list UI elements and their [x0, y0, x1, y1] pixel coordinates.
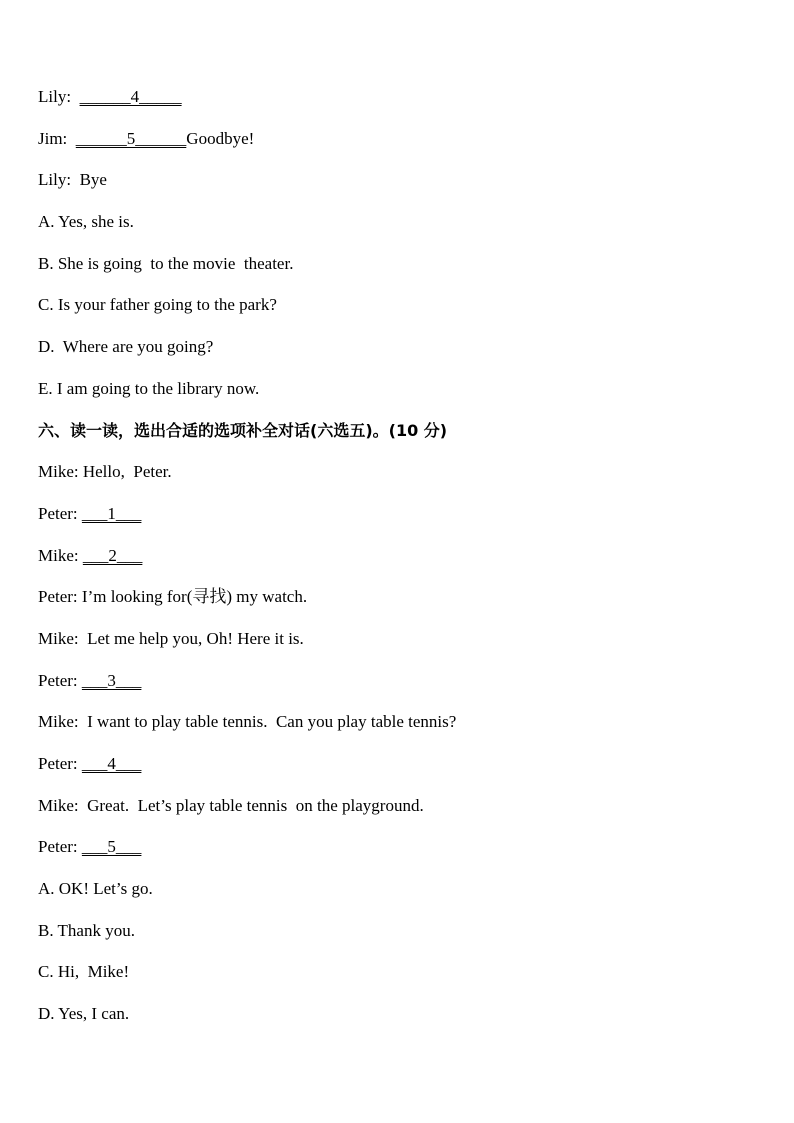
answer-blank-2[interactable]: ___2___	[82, 545, 143, 565]
option-e: E. I am going to the library now.	[38, 378, 260, 398]
speaker-label: Peter:	[38, 670, 78, 690]
dialogue-text: Goodbye!	[186, 128, 255, 148]
dialogue-line	[38, 628, 758, 670]
dialogue-line-lily-bye	[38, 169, 758, 211]
option-c: C. Hi, Mike!	[38, 962, 130, 982]
section-heading: 六、读一读，选出合适的选项补全对话(六选五)。(10 分)	[38, 420, 448, 440]
answer-blank[interactable]: ______5______	[75, 128, 187, 148]
dialogue-line	[38, 670, 758, 712]
speaker-label: Mike:	[38, 628, 79, 648]
dialogue-text: Hello, Peter.	[78, 462, 172, 482]
dialogue-line-lily-4	[38, 86, 758, 128]
dialogue-line	[38, 795, 758, 837]
option-c: C. Is your father going to the park?	[38, 295, 277, 315]
answer-blank-5[interactable]: ___5___	[81, 837, 142, 857]
speaker-label: Lily:	[38, 87, 72, 106]
dialogue-text: Let me help you, Oh! Here it is.	[78, 628, 304, 648]
dialogue-line	[38, 545, 758, 587]
dialogue-text: Bye	[79, 170, 107, 190]
answer-blank-3[interactable]: ___3___	[81, 670, 142, 690]
option-d: D. Yes, I can.	[38, 1004, 130, 1024]
dialogue-line	[38, 836, 758, 878]
speaker-label: Peter:	[38, 837, 78, 857]
speaker-label: Peter:	[38, 754, 78, 773]
dialogue-text: I want to play table tennis. Can you play table tennis?	[78, 712, 457, 732]
dialogue-text: Great. Let’s play table tennis on the playground.	[78, 795, 424, 815]
dialogue-line	[38, 503, 758, 545]
dialogue-line	[38, 461, 758, 503]
option-b: B. She is going to the movie theater.	[38, 253, 294, 273]
speaker-label: Peter:	[38, 503, 78, 523]
answer-blank[interactable]: ______4_____	[79, 87, 182, 106]
worksheet-page	[38, 86, 758, 1045]
speaker-label: Mike:	[38, 712, 79, 732]
option-a: A. Yes, she is.	[38, 212, 134, 232]
dialogue-line	[38, 711, 758, 753]
option-b: B. Thank you.	[38, 920, 135, 940]
answer-blank-4[interactable]: ___4___	[81, 754, 142, 773]
speaker-label: Lily:	[38, 170, 72, 190]
speaker-label: Mike:	[38, 462, 79, 482]
answer-blank-1[interactable]: ___1___	[81, 503, 142, 523]
speaker-label: Jim:	[38, 128, 68, 148]
option-d: D. Where are you going?	[38, 337, 214, 357]
speaker-label: Mike:	[38, 545, 79, 565]
dialogue-text: I’m looking for(寻找) my watch.	[77, 587, 308, 607]
speaker-label: Peter:	[38, 587, 78, 607]
dialogue-line-jim-5	[38, 128, 758, 170]
dialogue-line	[38, 753, 758, 795]
dialogue-line	[38, 586, 758, 628]
speaker-label: Mike:	[38, 795, 79, 815]
option-a: A. OK! Let’s go.	[38, 879, 153, 899]
